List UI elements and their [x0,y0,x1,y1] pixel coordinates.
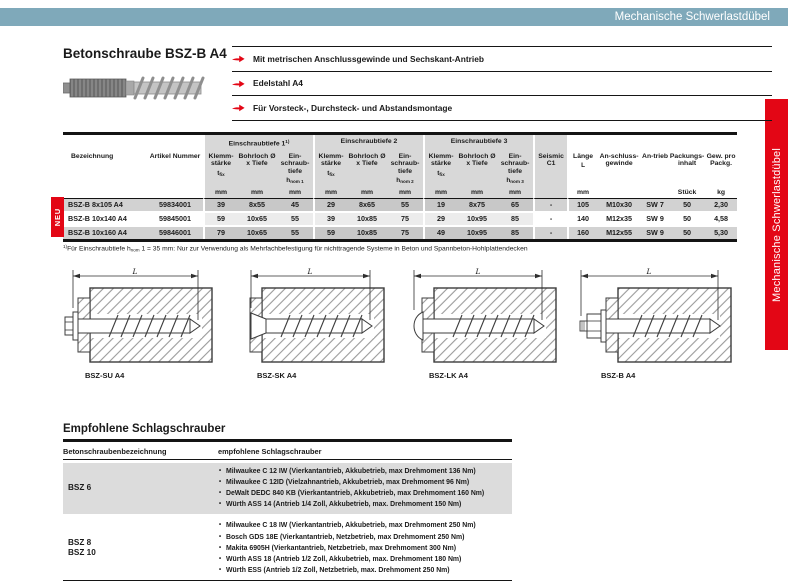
side-tab-label: Mechanische Schwerlastdübel [770,147,783,302]
screw-name: BSZ 8 BSZ 10 [68,538,96,558]
driver-row-bsz8-bsz10 [63,517,512,580]
list-item: • Makita 6905H (Vierkantantrieb, Netzbetrieb, max Drehmoment 300 Nm) [218,543,512,554]
spec-table [63,132,737,242]
drawing-label: BSZ-SK A4 [257,371,297,380]
arrow-right-icon [232,54,245,63]
list-item: • Bosch GDS 18E (Vierkantantrieb, Netzbetrieb, max Drehmoment 250 Nm) [218,532,512,543]
spec-table-wrap [63,132,737,242]
col-header-einschraubtiefe: Ein-schraub-tiefe $h_{nom 3}$ [497,151,533,188]
group-header-einschraubtiefe-2: Einschraubtiefe 2 [313,135,423,151]
section-title: Empfohlene Schlagschrauber [63,423,226,435]
list-item: • Würth ESS (Antrieb 1/2 Zoll, Netzbetrieb, max. Drehmoment 250 Nm) [218,565,512,576]
svg-text:L: L [475,268,481,276]
arrow-right-icon [232,103,245,112]
page-title: Betonschraube BSZ-B A4 [63,46,227,61]
col-header-seismic: Seismic C1 [533,151,567,188]
new-badge: NEU [51,197,64,237]
table-row: BSZ-B 8x105 A4 59834001 39 8x55 45 29 8x65 55 19 8x75 65 - 105 M10x30 SW 7 50 2,30 [63,199,737,213]
drawing-label: BSZ-LK A4 [429,371,468,380]
col-header-klemmstaerke: Klemm-stärke $t_{fix}$ [203,151,237,188]
product-photo [63,71,209,105]
drawing-bsz-lk [407,268,565,380]
svg-text:L: L [132,268,138,276]
col-header-artikel: Artikel Nummer [149,152,201,160]
col-header-bohrloch: Bohrloch Ø x Tiefe [347,151,387,188]
screw-name: BSZ 6 [68,482,92,492]
driver-list [218,466,512,511]
col-header-packungsinhalt: Packungs-inhalt [669,152,705,168]
driver-table-header [63,442,512,460]
list-item: • Milwaukee C 18 IW (Vierkantantrieb, Akkubetrieb, max Drehmoment 250 Nm) [218,520,512,531]
feature-item [232,47,772,72]
group-header-row [63,135,737,151]
column-header-row [63,151,737,188]
drawing-bsz-b [579,268,737,380]
drawing-label: BSZ-SU A4 [85,371,125,380]
col-header-einschraubtiefe: Ein-schraub-tiefe $h_{nom 2}$ [387,151,423,188]
col-header-klemmstaerke: Klemm-stärke $t_{fix}$ [313,151,347,188]
page-header-title: Mechanische Schwerlastdübel [614,11,770,23]
units-row: mm mm mm mm mm mm mm mm mm mm Stück kg [63,188,737,199]
feature-list [232,46,772,121]
col-header-laenge: Länge L [567,151,597,188]
col-header-bohrloch: Bohrloch Ø x Tiefe [237,151,277,188]
page-header-bar [0,8,788,26]
col-header-einschraubtiefe: Ein-schraub-tiefe $h_{nom 1}$ [277,151,313,188]
col-header-empfohlene-schlagschrauber: empfohlene Schlagschrauber [218,446,322,456]
list-item: • Milwaukee C 12ID (Vielzahnantrieb, Akkubetrieb, max Drehmoment 96 Nm) [218,477,512,488]
list-item: • Würth ASS 18 (Antrieb 1/2 Zoll, Akkubetrieb, max. Drehmoment 180 Nm) [218,554,512,565]
feature-text: Für Vorsteck-, Durchsteck- und Abstandsmontage [253,102,453,113]
arrow-right-icon [232,79,245,88]
feature-item [232,96,772,121]
footnote: $^{1)}$Für Einschraubtiefe $h_{nom}$ 1 = 35 mm: Nur zur Verwendung als Mehrfachbefestigung für nichttragende Systeme in Beton und Spannbeton-Hohlplattendecken [63,244,528,253]
drawing-bsz-sk [235,268,393,380]
installation-drawings [63,268,737,380]
side-tab-mechanische-schwerlastduebel [765,99,788,350]
table-row: BSZ-B 10x140 A4 59845001 59 10x65 55 39 10x85 75 29 10x95 85 - 140 M12x35 SW 9 50 4,58 [63,213,737,227]
driver-list [218,520,512,576]
col-header-betonschraubenbezeichnung: Betonschraubenbezeichnung [63,446,167,456]
col-header-gewicht: Gew. pro Packg. [706,152,736,168]
col-header-anschlussgewinde: An-schluss-gewinde [599,152,639,168]
feature-text: Edelstahl A4 [253,78,303,89]
list-item: • Würth ASS 14 (Antrieb 1/4 Zoll, Akkubetrieb, max. Drehmoment 150 Nm) [218,499,512,510]
feature-text: Mit metrischen Anschlussgewinde und Sechskant-Antrieb [253,53,484,64]
col-header-bohrloch: Bohrloch Ø x Tiefe [457,151,497,188]
table-row: BSZ-B 10x160 A4 59846001 79 10x65 55 59 10x85 75 49 10x95 85 - 160 M12x55 SW 9 50 5,30 [63,227,737,239]
list-item: • Milwaukee C 12 IW (Vierkantantrieb, Akkubetrieb, max Drehmoment 136 Nm) [218,466,512,477]
list-item: • DeWalt DEDC 840 KB (Vierkantantrieb, Akkubetrieb, max Drehmoment 160 Nm) [218,488,512,499]
drawing-label: BSZ-B A4 [601,371,636,380]
drawing-bsz-su [63,268,221,380]
impact-driver-section [63,423,512,581]
feature-item [232,72,772,97]
col-header-antrieb: An-trieb [642,152,669,160]
col-header-klemmstaerke: Klemm-stärke $t_{fix}$ [423,151,457,188]
driver-row-bsz6 [63,463,512,515]
group-header-einschraubtiefe-3: Einschraubtiefe 3 [423,135,533,151]
col-header-bezeichnung: Bezeichnung [71,152,114,160]
svg-text:L: L [307,268,313,276]
svg-text:L: L [646,268,652,276]
group-header-einschraubtiefe-1: Einschraubtiefe 1$^{1)}$ [203,135,313,151]
